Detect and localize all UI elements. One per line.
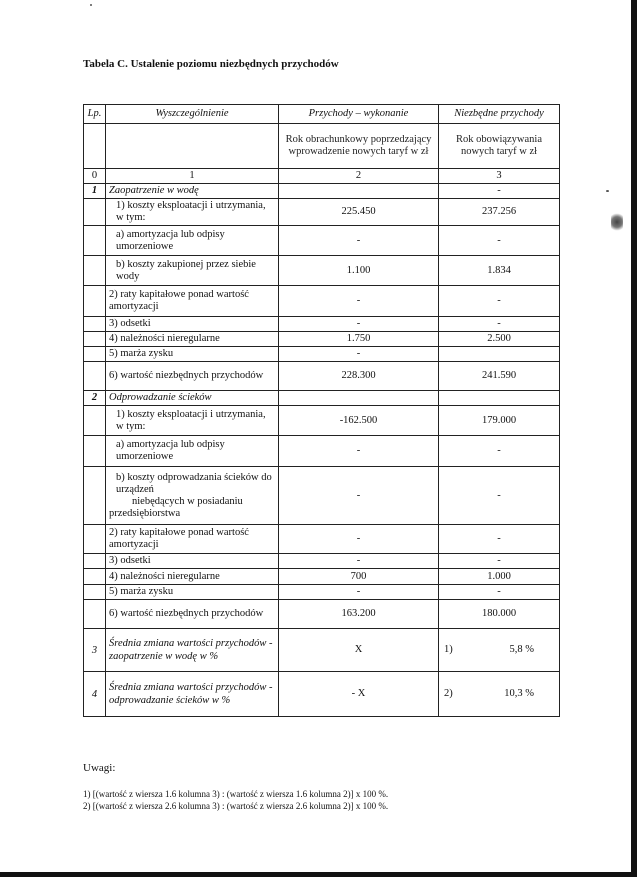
header-lp: Lp. [84, 105, 106, 124]
row-value-actual: - [279, 286, 439, 317]
row-value-required [439, 347, 560, 362]
row-value-actual: - [279, 226, 439, 256]
section-row [84, 184, 560, 199]
section-title: Zaopatrzenie w wodę [106, 184, 279, 199]
scan-edge-bottom [0, 872, 637, 877]
section-lp: 2 [84, 391, 106, 406]
row-value-actual: - [279, 585, 439, 600]
summary-row [84, 629, 560, 672]
index-row [84, 169, 560, 184]
row-value-required: - [439, 554, 560, 569]
row-value-required: - [439, 525, 560, 554]
row-label: 6) wartość niezbędnych przychodów [106, 600, 279, 629]
row-value-required: - [439, 226, 560, 256]
summary-lp: 3 [84, 629, 106, 672]
row-value-required: - [439, 467, 560, 525]
row-value-required: - [439, 585, 560, 600]
index-cell: 0 [84, 169, 106, 184]
row-value-actual: -162.500 [279, 406, 439, 436]
note-line: 2) [(wartość z wiersza 2.6 kolumna 3) : (wartość z wiersza 2.6 kolumna 2)] x 100 %. [83, 801, 389, 811]
summary-label: Średnia zmiana wartości przychodów - odprowadzanie ścieków w % [106, 672, 279, 717]
section-lp: 1 [84, 184, 106, 199]
row-value-required: 179.000 [439, 406, 560, 436]
header-revenue-actual: Przychody – wykonanie [279, 105, 439, 124]
summary-label: Średnia zmiana wartości przychodów - zaopatrzenie w wodę w % [106, 629, 279, 672]
row-label: 2) raty kapitałowe ponad wartość amortyzacji [106, 525, 279, 554]
summary-percent: 10,3 % [504, 688, 534, 699]
row-label: 4) należności nieregularne [106, 332, 279, 347]
row-value-required: - [439, 436, 560, 467]
row-value-actual: - [279, 467, 439, 525]
section-value: - [439, 184, 560, 199]
row-value-required: 237.256 [439, 199, 560, 226]
row-label: 2) raty kapitałowe ponad wartość amortyzacji [106, 286, 279, 317]
row-label: 6) wartość niezbędnych przychodów [106, 362, 279, 391]
table-row [84, 569, 560, 585]
table-header-row [84, 105, 560, 124]
table-subheader-row [84, 124, 560, 169]
row-label: 4) należności nieregularne [106, 569, 279, 585]
table-row [84, 554, 560, 569]
row-label: b) koszty zakupionej przez siebie wody [106, 256, 279, 286]
row-value-actual: 228.300 [279, 362, 439, 391]
table-row [84, 317, 560, 332]
row-value-actual: 225.450 [279, 199, 439, 226]
scan-blot [611, 212, 623, 232]
row-label: 1) koszty eksploatacji i utrzymania, w tym: [106, 406, 279, 436]
row-value-required: 1.000 [439, 569, 560, 585]
row-label: a) amortyzacja lub odpisy umorzeniowe [106, 436, 279, 467]
row-label: 1) koszty eksploatacji i utrzymania, w tym: [106, 199, 279, 226]
header-revenue-required: Niezbędne przychody [439, 105, 560, 124]
summary-lp: 4 [84, 672, 106, 717]
summary-value-required [439, 629, 560, 672]
summary-value-actual: X [279, 629, 439, 672]
row-label [106, 467, 279, 525]
row-label: 3) odsetki [106, 554, 279, 569]
header-description: Wyszczególnienie [106, 105, 279, 124]
row-label-line: b) koszty odprowadzania ścieków do urządzeń [116, 471, 272, 495]
table-row [84, 467, 560, 525]
note-line: 1) [(wartość z wiersza 1.6 kolumna 3) : (wartość z wiersza 1.6 kolumna 2)] x 100 %. [83, 789, 389, 799]
scan-edge-right [631, 0, 637, 877]
table-row [84, 525, 560, 554]
table-row [84, 406, 560, 436]
notes-section [83, 762, 388, 812]
row-label: 5) marża zysku [106, 347, 279, 362]
row-value-required: 2.500 [439, 332, 560, 347]
row-value-required: 180.000 [439, 600, 560, 629]
row-value-required: - [439, 317, 560, 332]
table-row [84, 600, 560, 629]
table-row [84, 199, 560, 226]
row-label: 3) odsetki [106, 317, 279, 332]
scan-speck [90, 4, 92, 6]
row-label: a) amortyzacja lub odpisy umorzeniowe [106, 226, 279, 256]
section-title: Odprowadzanie ścieków [106, 391, 279, 406]
page-title: Tabela C. Ustalenie poziomu niezbędnych przychodów [83, 58, 339, 70]
table-row [84, 332, 560, 347]
row-value-actual: - [279, 436, 439, 467]
table-row [84, 226, 560, 256]
row-label-line: niebędących w posiadaniu [132, 495, 243, 507]
table-row [84, 286, 560, 317]
row-value-actual: 700 [279, 569, 439, 585]
table-row [84, 436, 560, 467]
summary-value-required [439, 672, 560, 717]
notes-heading: Uwagi: [83, 762, 116, 774]
row-value-actual: - [279, 317, 439, 332]
row-label: 5) marża zysku [106, 585, 279, 600]
row-value-required: - [439, 286, 560, 317]
index-cell: 1 [106, 169, 279, 184]
subheader-col3: Rok obowiązywania nowych taryf w zł [439, 124, 560, 169]
row-value-actual: - [279, 347, 439, 362]
footnote-ref: 2) [444, 688, 453, 699]
row-value-actual: - [279, 554, 439, 569]
summary-row [84, 672, 560, 717]
row-value-actual: 163.200 [279, 600, 439, 629]
row-value-actual: 1.100 [279, 256, 439, 286]
table-row [84, 256, 560, 286]
subheader-col2: Rok obrachunkowy poprzedzający wprowadzenie nowych taryf w zł [279, 124, 439, 169]
row-value-actual: - [279, 525, 439, 554]
section-row [84, 391, 560, 406]
revenue-table [83, 104, 560, 717]
footnote-ref: 1) [444, 644, 453, 655]
table-row [84, 347, 560, 362]
summary-percent: 5,8 % [509, 644, 534, 655]
index-cell: 2 [279, 169, 439, 184]
table-row [84, 585, 560, 600]
row-value-actual: 1.750 [279, 332, 439, 347]
summary-value-actual: - X [279, 672, 439, 717]
row-value-required: 1.834 [439, 256, 560, 286]
table-row [84, 362, 560, 391]
scan-speck [606, 190, 609, 192]
row-label-line: przedsiębiorstwa [109, 507, 181, 519]
row-value-required: 241.590 [439, 362, 560, 391]
index-cell: 3 [439, 169, 560, 184]
